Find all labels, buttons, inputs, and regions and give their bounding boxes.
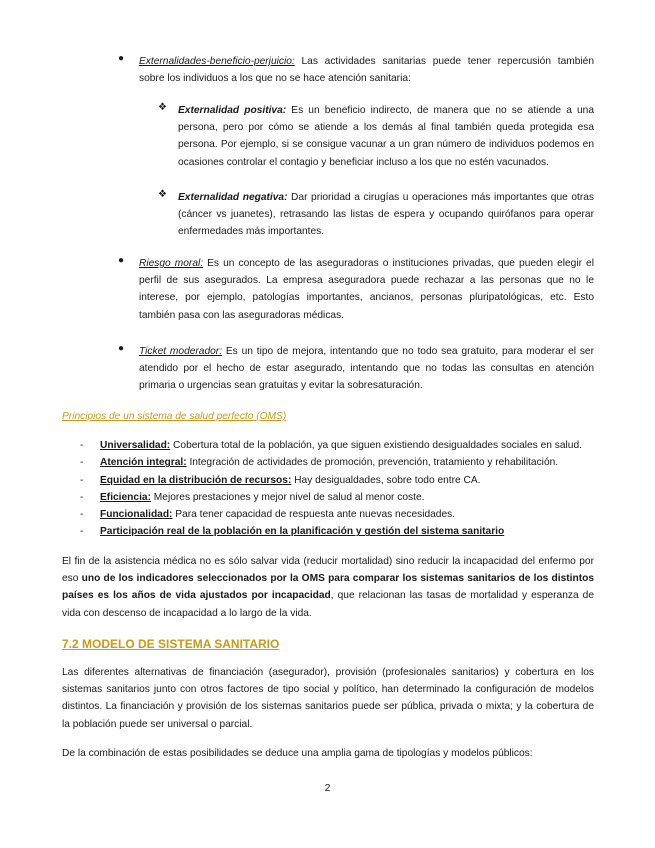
diamond-bullet-icon: ❖ <box>158 189 167 200</box>
list-item <box>62 437 602 454</box>
dash-bullet: - <box>80 526 84 538</box>
principle-text: Cobertura total de la población, ya que siguen existiendo desigualdades sociales en salud. <box>170 440 582 451</box>
paragraph-combination <box>62 745 594 762</box>
subbullet-externalidad-positiva <box>158 102 594 171</box>
subbullet-term: Externalidad positiva: <box>178 105 287 116</box>
principle-key: Equidad en la distribución de recursos: <box>100 474 292 486</box>
principle-text: Hay desigualdades, sobre todo entre CA. <box>291 474 481 486</box>
principle-key: Atención integral: <box>100 457 187 469</box>
principle-key: Participación real de la población en la planificación y gestión del sistema sanitario <box>100 526 505 538</box>
paragraph-text: De la combinación de estas posibilidades se deduce una amplia gama de tipologías y modelos públicos: <box>62 748 533 759</box>
dash-bullet: - <box>80 440 84 451</box>
paragraph-oms <box>62 553 594 622</box>
bullet-text <box>139 53 594 87</box>
bullet-body: Es un tipo de mejora, intentando que no todo sea gratuito, para moderar el ser atendido por el hecho de estar asegurado, intentando que no todas las consultas en atención primaria o urgencias sean gratuitas y evitar la sobresaturación. <box>139 346 594 392</box>
dash-bullet: - <box>80 457 84 469</box>
subbullet-body: Dar prioridad a cirugías u operaciones más importantes que otras (cáncer vs juanetes), retrasando las listas de espera y ocupando quirófanos para operar enfermedades más importantes. <box>178 192 595 238</box>
list-item <box>62 506 602 523</box>
bullet-body: Es un concepto de las aseguradoras o instituciones privadas, que pueden elegir el perfil de sus asegurados. La empresa aseguradora puede rechazar a las personas que no le interese, por ejemplo, patologías importantes, ancianos, personas pluripatológicas, etc. Esto también pasa con las aseguradoras médicas. <box>139 258 594 321</box>
principles-list <box>62 437 602 541</box>
bullet-text <box>139 343 594 395</box>
page-number: 2 <box>324 782 331 794</box>
bullet-dot-icon: ● <box>118 255 125 266</box>
bullet-dot-icon: ● <box>118 53 125 64</box>
list-item <box>62 454 602 471</box>
diamond-bullet-icon: ❖ <box>158 102 167 113</box>
bullet-body: Las actividades sanitarias puede tener repercusión también sobre los individuos a los que no se hace atención sanitaria: <box>139 56 594 85</box>
list-item <box>62 489 602 506</box>
bullet-dot-icon: ● <box>118 343 125 354</box>
bullet-term: Ticket moderador: <box>139 346 223 357</box>
paragraph-part: El fin de la asistencia médica no es sólo salvar vida (reducir mortalidad) sino reducir la incapacidad del enfermo por eso <box>62 556 594 585</box>
bullet-riesgo-moral <box>118 255 594 324</box>
paragraph-model <box>62 664 594 733</box>
bullet-externalidades <box>118 53 594 87</box>
paragraph-text <box>62 553 594 622</box>
principles-title: Principios de un sistema de salud perfecto (OMS) <box>62 411 287 422</box>
subbullet-body: Es un beneficio indirecto, de manera que no se atiende a una persona, pero por cómo se atiende a los demás al final también queda protegida esa persona. Por ejemplo, si se consigue vacunar a un gran número de individuos podemos en ocasiones controlar el contagio y beneficiar incluso a los que no estén vacunados. <box>178 105 594 168</box>
bullet-ticket-moderador <box>118 343 594 395</box>
subbullet-externalidad-negativa <box>158 189 595 241</box>
principle-key: Universalidad: <box>100 440 171 451</box>
bullet-term: Riesgo moral: <box>139 258 204 269</box>
principle-text: Integración de actividades de promoción, prevención, tratamiento y rehabilitación. <box>186 457 559 469</box>
subbullet-text <box>178 189 594 241</box>
paragraph-part: , que relacionan las tasas de mortalidad y esperanza de vida con descenso de incapacidad a lo largo de la vida. <box>62 590 594 619</box>
dash-bullet: - <box>80 474 84 486</box>
list-item <box>62 472 602 489</box>
principle-text: Mejores prestaciones y mejor nivel de salud al menor coste. <box>150 491 425 503</box>
paragraph-text: Las diferentes alternativas de financiación (asegurador), provisión (profesionales sanitarios) y cobertura en los sistemas sanitarios junto con otros factores de tipo social y político, han determinado la configuración de modelos distintos. La financiación y provisión de los sistemas sanitarios puede ser pública, privada o mixta; y la cobertura de la población puede ser universal o parcial. <box>62 667 594 730</box>
bullet-text <box>139 255 594 324</box>
subbullet-text <box>178 102 594 171</box>
principle-key: Funcionalidad: <box>100 509 173 521</box>
subbullet-term: Externalidad negativa: <box>178 192 288 203</box>
dash-bullet: - <box>80 491 84 503</box>
principle-text: Para tener capacidad de respuesta ante nuevas necesidades. <box>172 509 456 521</box>
list-item <box>62 523 602 540</box>
principle-key: Eficiencia: <box>100 491 151 503</box>
bullet-term: Externalidades-beneficio-perjuicio: <box>139 56 295 67</box>
dash-bullet: - <box>80 509 84 521</box>
paragraph-bold: uno de los indicadores seleccionados por la OMS para comparar los sistemas sanitarios de los distintos países es los años de vida ajustados por incapacidad <box>62 573 594 602</box>
section-heading: 7.2 MODELO DE SISTEMA SANITARIO <box>62 637 280 651</box>
